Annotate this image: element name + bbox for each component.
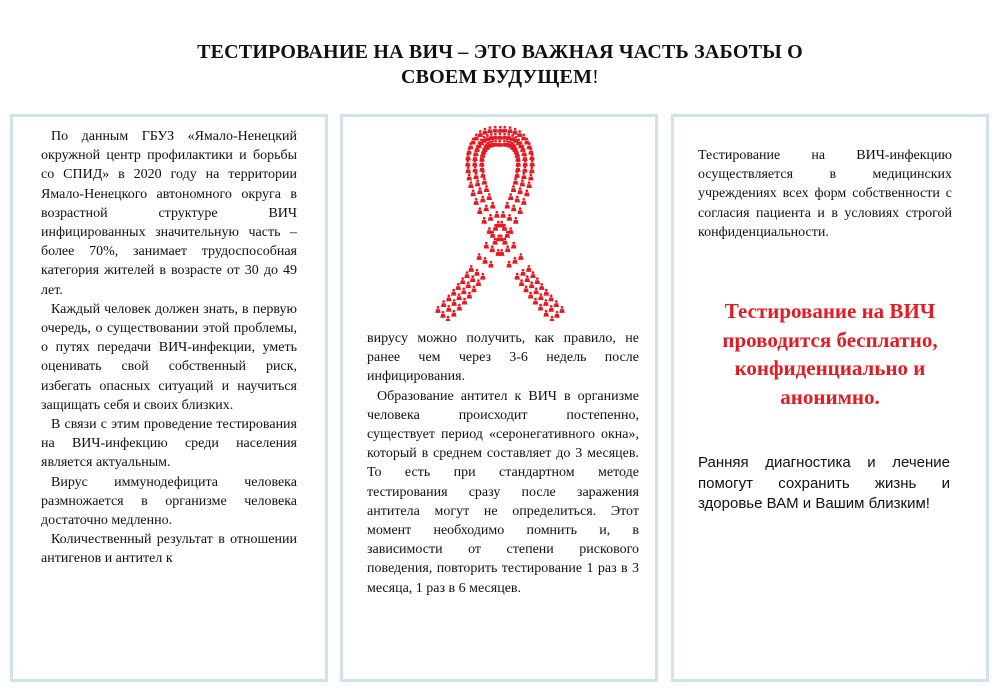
ribbon-person-icon (520, 179, 525, 186)
ribbon-person-icon (488, 214, 493, 221)
ribbon-person-icon (476, 279, 481, 286)
ribbon-person-icon (473, 198, 478, 205)
ribbon-person-icon (506, 261, 511, 268)
ribbon-person-icon (508, 227, 513, 234)
ribbon-person-icon (446, 294, 451, 301)
ribbon-person-icon (473, 172, 478, 179)
ribbon-person-icon (521, 198, 526, 205)
ribbon-person-icon (445, 316, 450, 321)
ribbon-person-icon (484, 204, 489, 211)
right-panel-intro (698, 146, 952, 242)
middle-panel (340, 114, 658, 682)
ribbon-person-icon (465, 160, 470, 167)
ribbon-person-icon (466, 281, 471, 288)
ribbon-person-icon (521, 172, 526, 179)
ribbon-person-icon (480, 171, 485, 178)
ribbon-person-icon (487, 227, 492, 234)
middle-panel-text (367, 329, 639, 598)
ribbon-person-icon (468, 265, 473, 272)
ribbon-person-icon (513, 217, 518, 224)
title-line-1: ТЕСТИРОВАНИЕ НА ВИЧ – ЭТО ВАЖНАЯ ЧАСТЬ ЗАБОТЫ О (197, 41, 803, 63)
paragraph: По данным ГБУЗ «Ямало-Ненецкий окружной центр профилактики и борьбы со СПИД» в 2020 году на территории Ямало-Ненецкого автономного округа в возрастной структуре ВИЧ инфицированных значительную часть – более 70%, занимает трудоспособная категория жителей в возрасте от 30 до 49 лет. (41, 129, 297, 298)
closing-paragraph: Ранняя диагностика и лечение помогут сохранить жизнь и здоровье ВАМ и Вашим близким! (698, 454, 950, 512)
ribbon-person-icon (514, 171, 519, 178)
ribbon-person-icon (457, 304, 462, 311)
ribbon-person-icon (528, 174, 533, 181)
ribbon-person-icon (482, 178, 487, 185)
ribbon-person-icon (472, 166, 477, 173)
ribbon-person-icon (554, 300, 559, 307)
ribbon-person-icon (549, 316, 554, 321)
ribbon-person-icon (476, 253, 481, 260)
ribbon-person-icon (538, 293, 543, 300)
left-panel-text (41, 127, 297, 569)
paragraph: Каждый человек должен знать, в первую очередь, о существовании этой проблемы, о путях передачи ВИЧ-инфекции, уметь оценивать свой собственный риск, избегать опасных ситуаций и научиться защищать себя и своих близких. (41, 301, 297, 413)
ribbon-person-icon (484, 242, 489, 249)
ribbon-person-icon (539, 283, 544, 290)
ribbon-person-icon (440, 311, 445, 318)
ribbon-person-icon (456, 283, 461, 290)
ribbon-person-icon (529, 160, 534, 167)
free-testing-highlight: Тестирование на ВИЧ проводится бесплатно, конфиденциально и анонимно. (722, 299, 938, 409)
ribbon-person-icon (493, 126, 498, 133)
ribbon-person-icon (482, 128, 487, 135)
ribbon-person-icon (466, 174, 471, 181)
title-exclamation: ! (592, 66, 600, 88)
ribbon-person-icon (470, 189, 475, 196)
ribbon-person-icon (512, 128, 517, 135)
ribbon-person-icon (478, 130, 483, 137)
ribbon-person-icon (507, 214, 512, 221)
ribbon-person-icon (517, 207, 522, 214)
ribbon-person-icon (518, 253, 523, 260)
ribbon-person-icon (548, 294, 553, 301)
ribbon-person-icon (468, 181, 473, 188)
ribbon-person-icon (505, 245, 510, 252)
ribbon-person-icon (533, 298, 538, 305)
ribbon-person-icon (451, 310, 456, 317)
ribbon-person-icon (441, 300, 446, 307)
ribbon-person-icon (500, 211, 505, 218)
ribbon-person-icon (523, 285, 528, 292)
ribbon-person-icon (477, 207, 482, 214)
right-panel (671, 114, 989, 682)
intro-paragraph: Тестирование на ВИЧ-инфекцию осуществляется в медицинских учреждениях всех форм собственности с согласия пациента и в условиях строгой конфиденциальности. (698, 148, 952, 240)
ribbon-person-icon (535, 277, 540, 284)
ribbon-person-icon (533, 287, 538, 294)
title-line-2 (0, 65, 1000, 90)
ribbon-person-icon (462, 298, 467, 305)
ribbon-person-icon (460, 277, 465, 284)
ribbon-person-icon (505, 202, 510, 209)
title-line-2-text: СВОЕМ БУДУЩЕМ (400, 66, 593, 88)
ribbon-person-icon (511, 185, 516, 192)
ribbon-person-icon (497, 133, 502, 140)
ribbon-person-icon (465, 166, 470, 173)
ribbon-person-icon (490, 245, 495, 252)
ribbon-person-icon (481, 217, 486, 224)
ribbon-person-icon (451, 299, 456, 306)
ribbon-person-icon (543, 299, 548, 306)
ribbon-person-icon (467, 292, 472, 299)
paragraph: Образование антител к ВИЧ в организме человека происходит постепенно, существует период «серонегативного окна», который в среднем составляет до 3 месяцев. То есть при стандартном методе тестирования сразу после заражения антитела могут не определиться. Этот момент необходимо помнить и, в зависимости от степени рискового поведения, повторить тестирование 1 раз в 3 месяца, 1 раз в 6 месяцев. (367, 388, 639, 596)
ribbon-person-icon (559, 306, 564, 313)
ribbon-person-icon (475, 179, 480, 186)
ribbon-person-icon (446, 305, 451, 312)
ribbon-person-icon (529, 166, 534, 173)
ribbon-person-icon (511, 204, 516, 211)
right-panel-closing (698, 453, 950, 515)
left-panel (10, 114, 328, 682)
ribbon-person-icon (528, 292, 533, 299)
ribbon-person-icon (494, 211, 499, 218)
ribbon-person-icon (464, 271, 469, 278)
ribbon-person-icon (474, 269, 479, 276)
ribbon-person-icon (512, 257, 517, 264)
ribbon-person-icon (522, 166, 527, 173)
ribbon-person-icon (502, 126, 507, 133)
ribbon-person-icon (524, 189, 529, 196)
ribbon-person-icon (543, 310, 548, 317)
ribbon-person-icon (515, 196, 520, 203)
ribbon-person-icon (538, 304, 543, 311)
ribbon-person-icon (517, 130, 522, 137)
ribbon-person-icon (484, 185, 489, 192)
ribbon-person-icon (482, 257, 487, 264)
red-ribbon-icon (425, 123, 575, 321)
ribbon-person-icon (461, 287, 466, 294)
ribbon-person-icon (513, 178, 518, 185)
ribbon-person-icon (435, 306, 440, 313)
paragraph: Количественный результат в отношении антигенов и антител к (41, 532, 297, 567)
ribbon-person-icon (470, 275, 475, 282)
ribbon-person-icon (526, 265, 531, 272)
ribbon-person-icon (529, 281, 534, 288)
paragraph: Вирус иммунодефицита человека размножается в организме человека достаточно медленно. (41, 474, 297, 529)
ribbon-person-icon (507, 126, 512, 133)
ribbon-person-icon (496, 221, 501, 228)
paragraph: В связи с этим проведение тестирования на ВИЧ-инфекцию среди населения является актуальным. (41, 417, 297, 471)
ribbon-person-icon (496, 249, 501, 256)
ribbon-person-icon (487, 193, 492, 200)
page-title (0, 40, 1000, 90)
ribbon-person-icon (480, 196, 485, 203)
ribbon-person-icon (525, 275, 530, 282)
paragraph: вирусу можно получить, как правило, не ранее чем через 3-6 недель после инфицирования. (367, 331, 639, 385)
ribbon-person-icon (477, 187, 482, 194)
ribbon-person-icon (508, 193, 513, 200)
ribbon-person-icon (519, 279, 524, 286)
ribbon-person-icon (488, 261, 493, 268)
ribbon-person-icon (549, 305, 554, 312)
ribbon-person-icon (480, 273, 485, 280)
ribbon-person-icon (490, 202, 495, 209)
ribbon-person-icon (471, 285, 476, 292)
ribbon-person-icon (530, 271, 535, 278)
ribbon-person-icon (520, 269, 525, 276)
ribbon-person-icon (456, 293, 461, 300)
ribbon-person-icon (554, 311, 559, 318)
ribbon-person-icon (487, 126, 492, 133)
ribbon-person-icon (511, 242, 516, 249)
ribbon-person-icon (514, 273, 519, 280)
ribbon-person-icon (517, 187, 522, 194)
ribbon-person-icon (526, 181, 531, 188)
